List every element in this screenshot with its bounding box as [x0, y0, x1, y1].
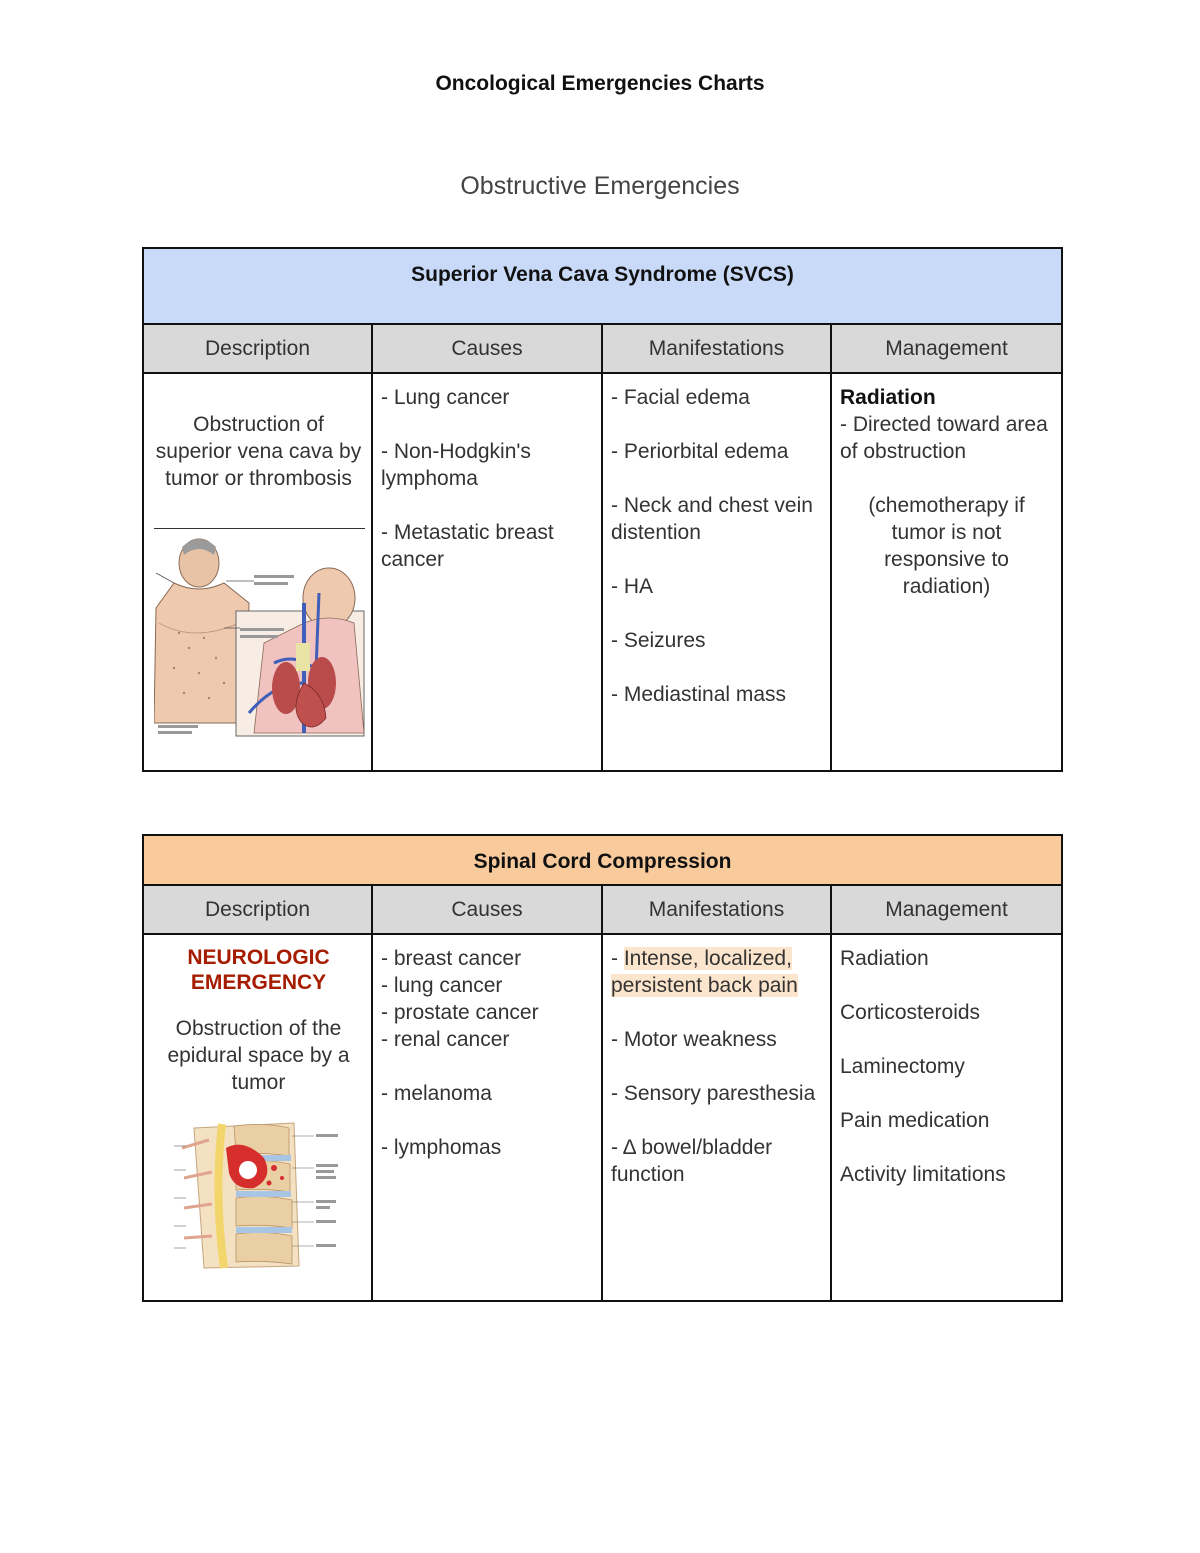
scc-causes-cell — [372, 934, 602, 1301]
scc-manifestation-highlight: Intense, localized, persistent back pain — [611, 947, 798, 997]
svcs-management-line: - Directed toward area of obstruction — [840, 413, 1048, 463]
svcs-table — [142, 247, 1063, 772]
scc-cause-item: - lung cancer — [381, 974, 503, 997]
svcs-header-title: Superior Vena Cava Syndrome (SVCS) — [411, 263, 794, 286]
scc-management-item: Activity limitations — [840, 1163, 1006, 1186]
scc-col-causes: Causes — [372, 885, 602, 934]
svcs-col-description: Description — [143, 324, 372, 373]
spine-anatomy-illustration-icon — [174, 1118, 344, 1270]
scc-manifestation-item-highlighted — [611, 945, 822, 999]
svcs-illustration — [144, 533, 371, 745]
svcs-manifestation-item: - Neck and chest vein distention — [611, 494, 813, 544]
scc-description-cell — [143, 934, 372, 1301]
scc-illustration — [144, 1118, 371, 1277]
svcs-description-text: Obstruction of superior vena cava by tumor or thrombosis — [155, 413, 362, 490]
svcs-description-divider — [154, 528, 365, 529]
scc-table — [142, 834, 1063, 1302]
svcs-management-cell — [831, 373, 1062, 771]
scc-col-description: Description — [143, 885, 372, 934]
scc-causes-list — [373, 935, 601, 1171]
svcs-manifestations-cell — [602, 373, 831, 771]
scc-description-block — [144, 935, 371, 1106]
svcs-col-causes: Causes — [372, 324, 602, 373]
document-title: Oncological Emergencies Charts — [435, 72, 765, 95]
scc-manifestation-prefix: - — [611, 947, 624, 970]
svcs-header-cell — [143, 248, 1062, 324]
scc-manifestations-cell — [602, 934, 831, 1301]
scc-alert-label: NEUROLOGIC EMERGENCY — [187, 946, 330, 994]
scc-manifestation-item: - Sensory paresthesia — [611, 1082, 816, 1105]
scc-cause-item: - breast cancer — [381, 947, 522, 970]
scc-cause-item: - prostate cancer — [381, 1001, 539, 1024]
svcs-anatomy-illustration-icon — [154, 533, 366, 738]
svcs-manifestation-item: - HA — [611, 575, 653, 598]
scc-cause-item: - melanoma — [381, 1082, 492, 1105]
scc-col-management: Management — [831, 885, 1062, 934]
svcs-cause-item: - Metastatic breast cancer — [381, 521, 554, 571]
scc-header-cell — [143, 835, 1062, 885]
scc-management-cell — [831, 934, 1062, 1301]
scc-cause-item: - renal cancer — [381, 1028, 510, 1051]
svcs-cause-item: - Lung cancer — [381, 386, 510, 409]
svcs-causes-list — [373, 374, 601, 583]
svcs-management-content — [832, 374, 1061, 610]
scc-management-item: Radiation — [840, 947, 929, 970]
svcs-manifestation-item: - Periorbital edema — [611, 440, 789, 463]
svcs-management-note: (chemotherapy if tumor is not responsive to radiation) — [868, 494, 1025, 598]
scc-header-title: Spinal Cord Compression — [473, 850, 732, 873]
svcs-manifestations-list — [603, 374, 830, 718]
scc-management-item: Corticosteroids — [840, 1001, 981, 1024]
scc-col-manifestations: Manifestations — [602, 885, 831, 934]
scc-management-list — [832, 935, 1061, 1198]
scc-cause-item: - lymphomas — [381, 1136, 502, 1159]
scc-manifestation-item: - Δ bowel/bladder function — [611, 1136, 773, 1186]
svcs-manifestation-item: - Seizures — [611, 629, 706, 652]
section-title: Obstructive Emergencies — [460, 172, 740, 200]
svcs-management-heading: Radiation — [840, 386, 936, 409]
svcs-manifestation-item: - Mediastinal mass — [611, 683, 787, 706]
svcs-manifestation-item: - Facial edema — [611, 386, 750, 409]
svcs-causes-cell — [372, 373, 602, 771]
svcs-col-management: Management — [831, 324, 1062, 373]
scc-management-item: Laminectomy — [840, 1055, 965, 1078]
svcs-col-manifestations: Manifestations — [602, 324, 831, 373]
scc-manifestation-item: - Motor weakness — [611, 1028, 777, 1051]
svcs-cause-item: - Non-Hodgkin's lymphoma — [381, 440, 531, 490]
scc-description-text: Obstruction of the epidural space by a tumor — [167, 1017, 350, 1094]
scc-manifestations-list — [603, 935, 830, 1198]
scc-management-item: Pain medication — [840, 1109, 990, 1132]
svcs-description-cell — [143, 373, 372, 771]
